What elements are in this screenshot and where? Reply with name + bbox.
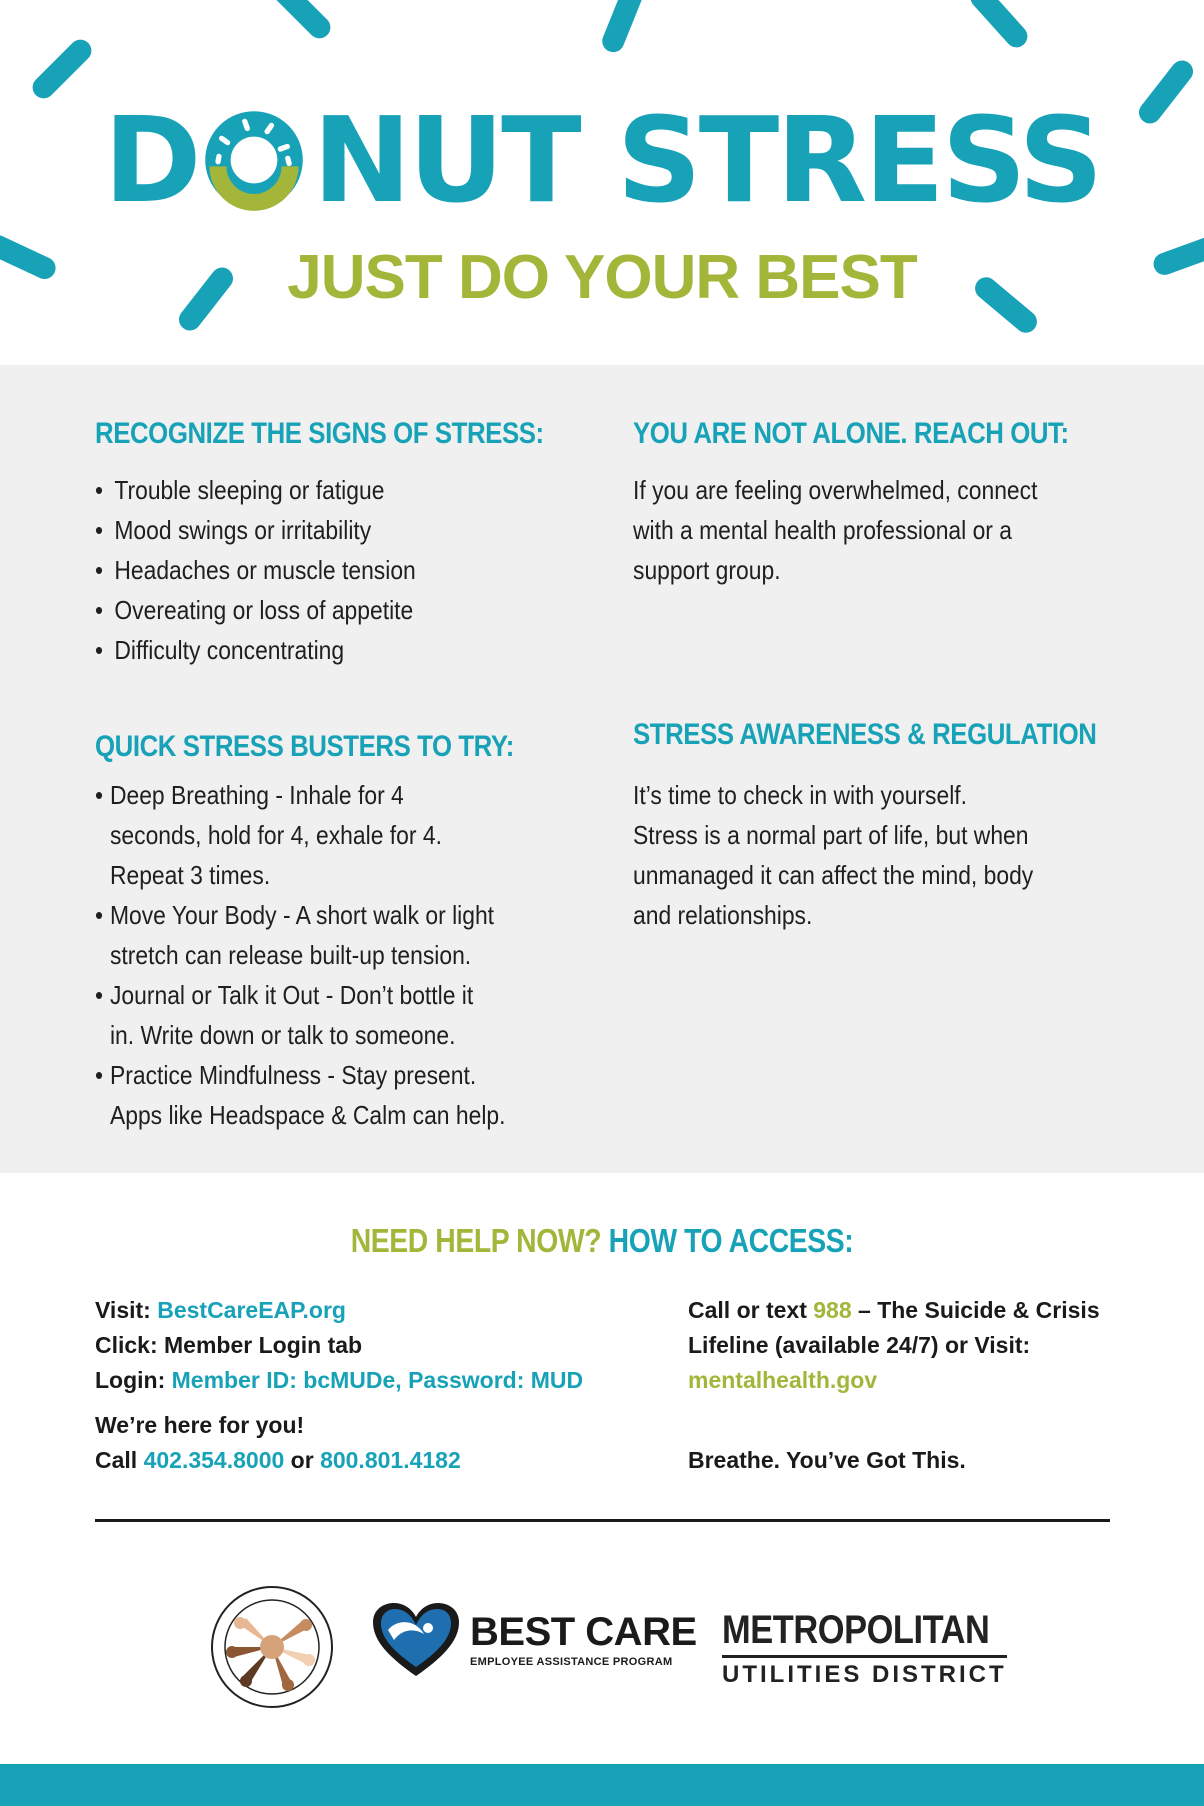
tip-line: Repeat 3 times. (109, 860, 271, 890)
footer-bar (0, 1764, 1204, 1806)
bestcare-name: BEST CARE (470, 1610, 697, 1654)
list-item (95, 1055, 505, 1135)
tip-line: stretch can release built-up tension. (109, 940, 472, 970)
sprinkle-decoration (966, 0, 1032, 52)
tip-line: in. Write down or talk to someone. (109, 1020, 456, 1050)
title-rest: NUT STRESS (312, 91, 1101, 229)
mud-logo (722, 1608, 1007, 1688)
tip-line: • Move Your Body - A short walk or light (109, 900, 495, 930)
tip-line: • Practice Mindfulness - Stay present. (109, 1060, 477, 1090)
help-heading-part2: HOW TO ACCESS: (608, 1222, 854, 1259)
text-line: Stress is a normal part of life, but when (633, 820, 1029, 850)
heart-logo-icon (370, 1600, 462, 1680)
crisis-desc-line2: Lifeline (available 24/7) or Visit: (688, 1332, 1031, 1358)
signs-heading: RECOGNIZE THE SIGNS OF STRESS: (95, 417, 544, 450)
mud-name: METROPOLITAN (722, 1608, 990, 1652)
bestcare-logo (370, 1600, 697, 1680)
help-heading-part1: NEED HELP NOW? (350, 1222, 602, 1259)
breathe-text: Breathe. You’ve Got This. (688, 1447, 966, 1473)
text-line: unmanaged it can affect the mind, body (633, 860, 1034, 890)
list-item: • Headaches or muscle tension (95, 550, 416, 590)
click-instruction: Click: Member Login tab (95, 1332, 363, 1358)
mentalhealth-link[interactable]: mentalhealth.gov (688, 1367, 878, 1393)
text-line: support group. (633, 555, 781, 585)
awareness-text (633, 775, 1033, 935)
call-label: Call (95, 1447, 138, 1473)
sprinkle-decoration (599, 0, 647, 55)
text-line: If you are feeling overwhelmed, connect (633, 475, 1038, 505)
login-credentials: Member ID: bcMUDe, Password: MUD (171, 1367, 584, 1393)
phone-link-1[interactable]: 402.354.8000 (143, 1447, 285, 1473)
hands-seal-logo (210, 1585, 334, 1709)
page-title (0, 91, 1204, 229)
text-line: with a mental health professional or a (633, 515, 1013, 545)
text-line: and relationships. (633, 900, 813, 930)
text-line: It’s time to check in with yourself. (633, 780, 968, 810)
crisis-label: Call or text (688, 1297, 807, 1323)
or-label: or (290, 1447, 314, 1473)
tip-line: • Journal or Talk it Out - Don’t bottle it (109, 980, 474, 1010)
help-heading (84, 1222, 1119, 1260)
signs-list (95, 470, 416, 670)
visit-label: Visit: (95, 1297, 151, 1323)
awareness-heading: STRESS AWARENESS & REGULATION (633, 718, 1097, 751)
reach-out-heading: YOU ARE NOT ALONE. REACH OUT: (633, 417, 1069, 450)
divider (95, 1519, 1110, 1522)
list-item (95, 895, 505, 975)
busters-list (95, 775, 505, 1135)
crisis-info (688, 1293, 1100, 1398)
title-first-letter: D (103, 91, 199, 229)
tip-line: Apps like Headspace & Calm can help. (109, 1100, 506, 1130)
tip-line: • Deep Breathing - Inhale for 4 (109, 780, 404, 810)
mud-subname: UTILITIES DISTRICT (722, 1655, 1007, 1689)
here-for-you: We’re here for you! (95, 1412, 305, 1438)
donut-icon (201, 107, 307, 213)
reach-out-text (633, 470, 1037, 590)
contact-info (95, 1408, 461, 1478)
crisis-desc: – The Suicide & Crisis (858, 1297, 1100, 1323)
bestcare-subtitle: EMPLOYEE ASSISTANCE PROGRAM (470, 1656, 673, 1668)
list-item (95, 975, 505, 1055)
page-subtitle: JUST DO YOUR BEST (287, 243, 917, 312)
list-item: • Trouble sleeping or fatigue (95, 470, 416, 510)
busters-heading: QUICK STRESS BUSTERS TO TRY: (95, 730, 514, 763)
access-instructions (95, 1293, 583, 1398)
sprinkle-decoration (28, 35, 96, 103)
phone-link-2[interactable]: 800.801.4182 (320, 1447, 461, 1473)
crisis-number[interactable]: 988 (813, 1297, 852, 1323)
sprinkle-decoration (267, 0, 335, 43)
bestcare-link[interactable]: BestCareEAP.org (157, 1297, 346, 1323)
tip-line: seconds, hold for 4, exhale for 4. (109, 820, 442, 850)
list-item: • Mood swings or irritability (95, 510, 416, 550)
list-item (95, 775, 505, 895)
login-label: Login: (95, 1367, 166, 1393)
list-item: • Overeating or loss of appetite (95, 590, 416, 630)
list-item: • Difficulty concentrating (95, 630, 416, 670)
